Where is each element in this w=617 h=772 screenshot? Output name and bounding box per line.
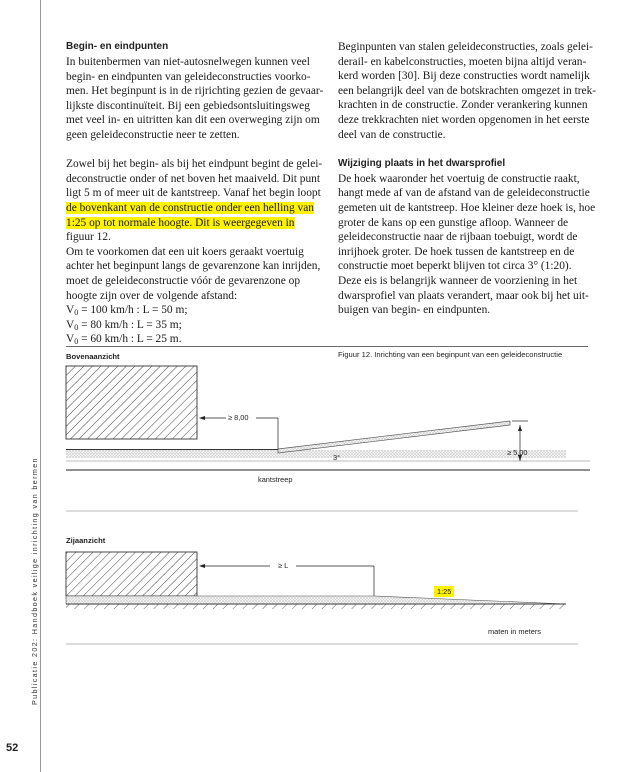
heading-begin-eindpunten: Begin- en eindpunten	[66, 41, 169, 52]
text-line: buigen van begin- en eindpunten.	[338, 304, 491, 317]
barrier-side-profile	[66, 596, 566, 604]
speed-item: $V_0 = 100$ km/h : L = 50 m;	[66, 304, 188, 318]
text-line: ligt 5 m of meer uit de kantstreep. Vanaf het begin loopt	[66, 187, 321, 200]
text-line: derail- en kabelconstructies, moeten bijna altijd veran-	[338, 55, 587, 68]
units-note: maten in meters	[488, 627, 541, 636]
angle-label: 3°	[333, 453, 341, 462]
text-line: krachten in de constructie. Zonder verankering kunnen	[338, 99, 588, 112]
speed-item: $V_0 = 60$ km/h : L = 25 m.	[66, 333, 182, 347]
dim-L-label: ≥ L	[278, 561, 289, 570]
publication-side-title: Publicatie 202: Handboek veilige inrichting van bermen	[30, 457, 39, 705]
text-line: deconstructie onder of net boven het maaiveld. Dit punt	[66, 172, 320, 185]
hazard-zone-top	[66, 366, 197, 439]
road-verge-dotted	[66, 450, 566, 458]
label-zijaanzicht: Zijaanzicht	[66, 536, 106, 545]
text-line: kerd worden [30]. Bij deze constructies wordt namelijk	[338, 70, 590, 83]
highlighted-text: 1:25 op tot normale hoogte. Dit is weergegeven in	[66, 216, 295, 229]
text-line: deel van de constructie.	[338, 128, 446, 141]
text-line: men. Het beginpunt is in de rijrichting gezien de gevaar-	[66, 85, 324, 98]
hazard-zone-side	[66, 552, 197, 596]
text-line: hangt mede af van de afstand van de geleideconstructie	[338, 187, 590, 200]
text-line: geleideconstructie naar de rijbaan toebuigt, wordt de	[338, 231, 578, 244]
text-line: dwarsprofiel van plaats verandert, maar ook bij het uit-	[338, 289, 589, 302]
text-line: inrijhoek groter. De hoek tussen de kantstreep en de	[338, 245, 575, 258]
text-line: Om te voorkomen dat een uit koers geraakt voertuig	[66, 245, 304, 258]
dim-8-arrowhead	[199, 416, 205, 420]
text-line: Zowel bij het begin- als bij het eindpunt begint de gelei-	[66, 158, 323, 171]
text-line: figuur 12.	[66, 231, 111, 244]
text-line: een belangrijk deel van de botskrachten omgezet in trek-	[338, 84, 597, 97]
text-line: geen geleideconstructie neer te zetten.	[66, 129, 240, 142]
text-line: gemeten uit de kantstreep. Hoe kleiner deze hoek is, hoe	[338, 202, 596, 215]
text-line: begin- en eindpunten van geleideconstructies voorko-	[66, 70, 311, 83]
text-line: groter de kans op een gunstige afloop. Wanneer de	[338, 216, 569, 229]
text-line: Deze eis is belangrijk wanneer de voorziening in het	[338, 275, 578, 287]
text-line: constructie moet beperkt blijven tot circa 3° (1:20).	[338, 260, 572, 273]
dim-5-arrow-up	[518, 425, 522, 431]
label-bovenaanzicht: Bovenaanzicht	[66, 352, 120, 361]
dim-5-label: ≥ 5,00	[507, 448, 528, 457]
dim-L-arrowhead	[199, 564, 205, 568]
heading-wijziging-dwarsprofiel: Wijziging plaats in het dwarsprofiel	[338, 157, 506, 169]
kantstreep-label: kantstreep	[258, 475, 293, 484]
text-line: Beginpunten van stalen geleideconstructies, zoals gelei-	[338, 41, 593, 53]
figure-caption: Figuur 12. Inrichting van een beginpunt van een geleideconstructie	[338, 350, 563, 359]
text-line: achter het beginpunt langs de gevarenzone kan inrijden,	[66, 260, 321, 273]
speed-item: $V_0 = 80$ km/h : L = 35 m;	[66, 318, 182, 332]
text-line: hoogte zijn over de volgende afstand:	[66, 289, 238, 302]
text-line: met veel in- en uitritten kan dit een overweging zijn om	[66, 114, 320, 127]
text-line: deze trekkrachten niet worden opgenomen in het eerste	[338, 113, 590, 126]
text-line: moet de geleideconstructie vóór de gevarenzone op	[66, 275, 301, 287]
text-line: In buitenbermen van niet-autosnelwegen kunnen veel	[66, 56, 310, 69]
highlighted-text: de bovenkant van de constructie onder een helling van	[66, 202, 314, 215]
side-view	[66, 552, 566, 609]
text-line: De hoek waaronder het voertuig de constructie raakt,	[338, 172, 580, 185]
page-number: 52	[6, 742, 19, 754]
slope-label: 1:25	[434, 586, 454, 597]
barrier-taper	[278, 421, 510, 453]
text-line: lijkste discontinuïteit. Bij een gebiedsontsluitingsweg	[66, 99, 310, 112]
dim-8-label: ≥ 8,00	[228, 413, 249, 422]
ground-hatch	[66, 604, 566, 609]
